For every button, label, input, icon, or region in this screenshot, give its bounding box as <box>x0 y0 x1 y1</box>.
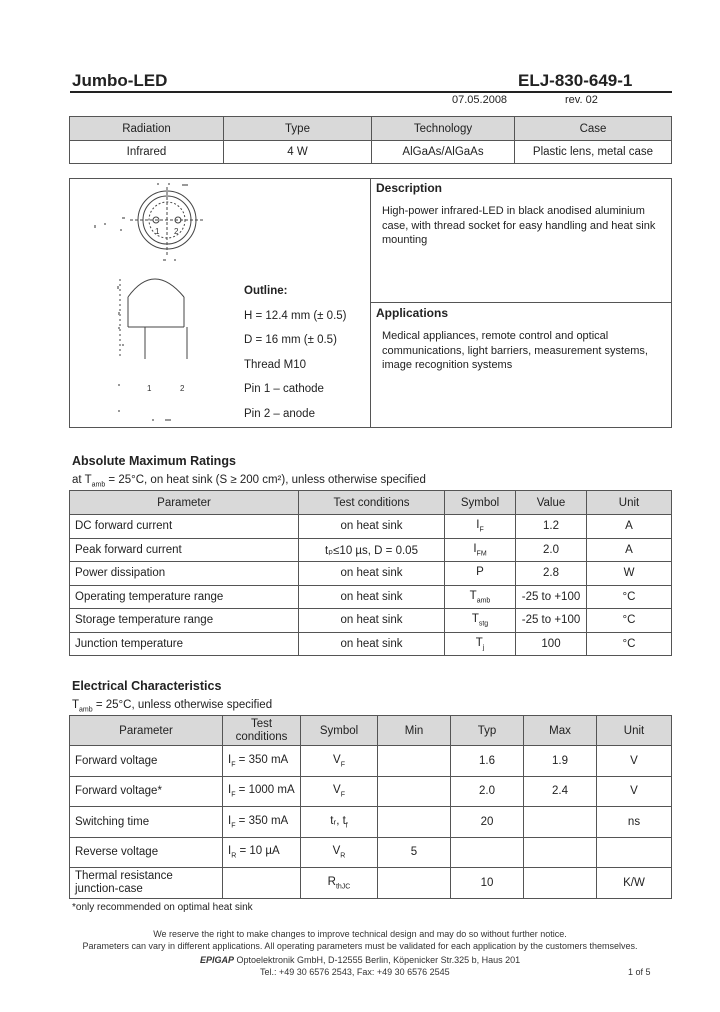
param-cell: Reverse voltage <box>70 837 223 868</box>
param-cell: Storage temperature range <box>70 609 299 633</box>
summary-header: Case <box>515 117 672 141</box>
bottom-pin-label: 2 <box>180 384 185 393</box>
value-cell: 1.2 <box>516 515 587 539</box>
unit-cell: A <box>587 538 672 562</box>
description-text: High-power infrared-LED in black anodised aluminium case, with thread socket for easy handling and heat sink mounting <box>382 205 656 246</box>
outline-line: Thread M10 <box>244 358 307 371</box>
cond-cell: $I_R = 10$ µA <box>223 837 301 868</box>
unit-cell: °C <box>587 632 672 656</box>
max-cell: 1.9 <box>524 746 597 777</box>
applications-text: Medical appliances, remote control and optical communications, light barriers, measurement systems, image recognition systems <box>382 330 648 371</box>
table-row <box>70 868 672 899</box>
cond-cell: on heat sink <box>299 515 445 539</box>
cond-cell: on heat sink <box>299 585 445 609</box>
symbol-cell: $I_{FM}$ <box>445 538 516 562</box>
param-cell: DC forward current <box>70 515 299 539</box>
param-cell: Peak forward current <box>70 538 299 562</box>
symbol-cell: $I_F$ <box>445 515 516 539</box>
param-cell: Thermal resistance junction-case <box>70 868 223 899</box>
symbol-cell: $T_{amb}$ <box>445 585 516 609</box>
value-cell: 2.0 <box>516 538 587 562</box>
table-row <box>70 515 672 539</box>
unit-cell: ns <box>597 807 672 838</box>
unit-cell: W <box>587 562 672 586</box>
min-cell <box>378 746 451 777</box>
electrical-footnote: *only recommended on optimal heat sink <box>72 902 253 913</box>
outline-title: Outline: <box>244 285 288 297</box>
param-cell: Power dissipation <box>70 562 299 586</box>
electrical-header: Max <box>524 716 597 746</box>
cond-cell: on heat sink <box>299 632 445 656</box>
max-cell <box>524 868 597 899</box>
typ-cell: 10 <box>451 868 524 899</box>
top-pin-label: 1 <box>155 227 160 236</box>
param-cell: Forward voltage <box>70 746 223 777</box>
electrical-header: Parameter <box>70 716 223 746</box>
table-row <box>70 837 672 868</box>
electrical-header: Min <box>378 716 451 746</box>
table-row <box>70 562 672 586</box>
document-revision: rev. 02 <box>565 94 598 106</box>
summary-cell: 4 W <box>224 141 372 164</box>
footer-parameters-note: Parameters can vary in different applications. All operating parameters must be validated for each application by the customers themselves. <box>82 941 638 951</box>
symbol-cell: $R_{thJC}$ <box>301 868 378 899</box>
cond-cell: on heat sink <box>299 609 445 633</box>
cond-cell: tₚ≤10 µs, D = 0.05 <box>299 538 445 562</box>
min-cell <box>378 868 451 899</box>
applications-box <box>370 302 672 428</box>
symbol-cell: $V_F$ <box>301 776 378 807</box>
document-date: 07.05.2008 <box>452 94 508 106</box>
param-cell: Operating temperature range <box>70 585 299 609</box>
abs-max-table <box>69 490 672 656</box>
top-pin-label: 2 <box>174 227 179 236</box>
param-cell: Switching time <box>70 807 223 838</box>
summary-header: Type <box>224 117 372 141</box>
electrical-header: Test conditions <box>223 716 301 746</box>
table-row <box>70 585 672 609</box>
abs-max-title: Absolute Maximum Ratings <box>72 454 236 468</box>
unit-cell <box>597 837 672 868</box>
abs-max-header: Value <box>516 491 587 515</box>
typ-cell <box>451 837 524 868</box>
max-cell <box>524 807 597 838</box>
min-cell: 5 <box>378 837 451 868</box>
outline-line: D = 16 mm (± 0.5) <box>244 334 337 346</box>
symbol-cell: $T_{stg}$ <box>445 609 516 633</box>
part-number: ELJ-830-649-1 <box>518 71 633 90</box>
header-divider <box>70 91 672 93</box>
description-box <box>370 178 672 303</box>
symbol-cell: $T_j$ <box>445 632 516 656</box>
applications-title: Applications <box>376 306 449 320</box>
footer-disclaimer: We reserve the right to make changes to improve technical design and may do so without further notice. <box>153 929 567 939</box>
value-cell: 100 <box>516 632 587 656</box>
table-row <box>70 632 672 656</box>
summary-header: Radiation <box>70 117 224 141</box>
cond-cell: on heat sink <box>299 562 445 586</box>
table-row <box>70 538 672 562</box>
table-row <box>70 807 672 838</box>
unit-cell: °C <box>587 585 672 609</box>
footer-page-number: 1 of 5 <box>628 967 651 977</box>
unit-cell: °C <box>587 609 672 633</box>
summary-header: Technology <box>372 117 515 141</box>
footer-company: EPIGAP Optoelektronik GmbH, D-12555 Berlin, Köpenicker Str.325 b, Haus 201 <box>200 955 521 965</box>
electrical-header: Symbol <box>301 716 378 746</box>
led-outline-drawing <box>70 179 240 429</box>
param-cell: Junction temperature <box>70 632 299 656</box>
typ-cell: 20 <box>451 807 524 838</box>
summary-cell: Plastic lens, metal case <box>515 141 672 164</box>
abs-max-header: Symbol <box>445 491 516 515</box>
unit-cell: V <box>597 776 672 807</box>
typ-cell: 1.6 <box>451 746 524 777</box>
outline-line: Pin 2 – anode <box>244 407 315 420</box>
abs-max-subtitle: at $T_{amb} = 25^\circ C$, on heat sink (S ≥ 200 cm²), unless otherwise specified <box>72 474 426 489</box>
value-cell: -25 to +100 <box>516 609 587 633</box>
cond-cell <box>223 868 301 899</box>
unit-cell: V <box>597 746 672 777</box>
symbol-cell: tᵣ, $t_f$ <box>301 807 378 838</box>
electrical-subtitle: $T_{amb} = 25^\circ C$, unless otherwise specified <box>72 699 273 714</box>
summary-cell: AlGaAs/AlGaAs <box>372 141 515 164</box>
unit-cell: K/W <box>597 868 672 899</box>
abs-max-header: Unit <box>587 491 672 515</box>
table-row <box>70 776 672 807</box>
bottom-pin-label: 1 <box>147 384 152 393</box>
value-cell: 2.8 <box>516 562 587 586</box>
value-cell: -25 to +100 <box>516 585 587 609</box>
symbol-cell: $V_F$ <box>301 746 378 777</box>
footer-contact: Tel.: +49 30 6576 2543, Fax: +49 30 6576 2545 <box>260 967 450 977</box>
outline-line: Pin 1 – cathode <box>244 383 324 395</box>
unit-cell: A <box>587 515 672 539</box>
param-cell: Forward voltage* <box>70 776 223 807</box>
min-cell <box>378 807 451 838</box>
lens-dome <box>128 279 184 297</box>
max-cell <box>524 837 597 868</box>
cond-cell: $I_F = 350$ mA <box>223 807 301 838</box>
table-row <box>70 609 672 633</box>
symbol-cell: P <box>445 562 516 586</box>
description-title: Description <box>376 181 443 195</box>
max-cell: 2.4 <box>524 776 597 807</box>
summary-cell: Infrared <box>70 141 224 164</box>
product-name: Jumbo-LED <box>72 71 168 90</box>
abs-max-header: Test conditions <box>299 491 445 515</box>
outline-line: H = 12.4 mm (± 0.5) <box>244 309 347 322</box>
cond-cell: $I_F = 350$ mA <box>223 746 301 777</box>
electrical-header: Typ <box>451 716 524 746</box>
electrical-header: Unit <box>597 716 672 746</box>
symbol-cell: $V_R$ <box>301 837 378 868</box>
electrical-title: Electrical Characteristics <box>72 679 222 693</box>
table-row <box>70 746 672 777</box>
cond-cell: $I_F = 1000$ mA <box>223 776 301 807</box>
summary-table <box>69 116 672 164</box>
outline-box <box>69 178 371 428</box>
typ-cell: 2.0 <box>451 776 524 807</box>
abs-max-header: Parameter <box>70 491 299 515</box>
min-cell <box>378 776 451 807</box>
electrical-table <box>69 715 672 899</box>
